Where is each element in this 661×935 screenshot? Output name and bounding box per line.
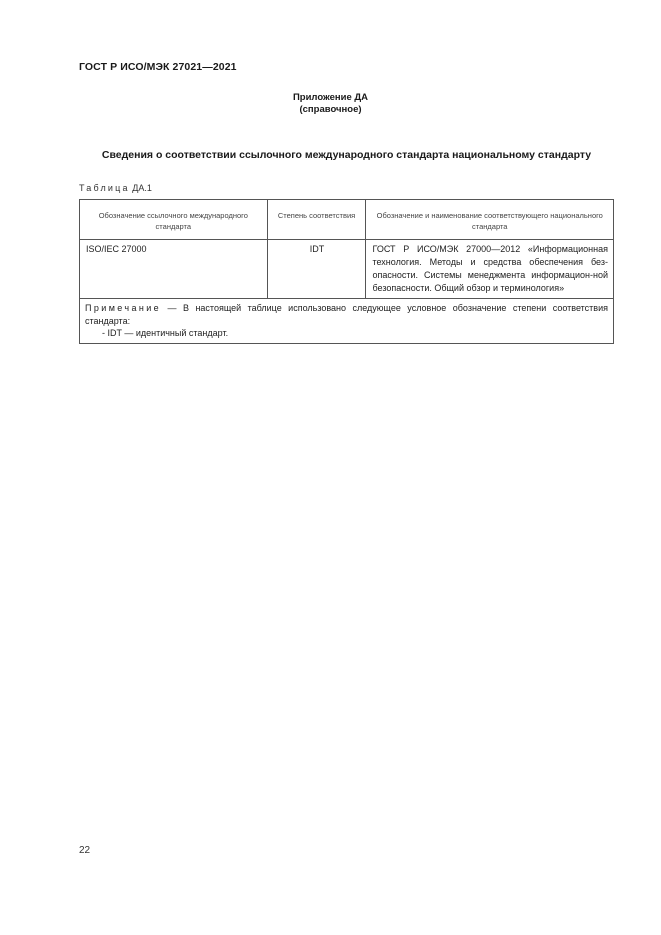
header-national-standard: Обозначение и наименование соответствующего национального стандарта xyxy=(366,200,614,240)
header-reference-standard: Обозначение ссылочного международного стандарта xyxy=(80,200,268,240)
table-caption-label: Таблица xyxy=(79,183,130,193)
table-caption xyxy=(79,183,152,193)
note-text: — В настоящей таблице использовано следующее условное обозначение степени соответствия стандарта: xyxy=(85,303,608,326)
table-note xyxy=(80,299,614,344)
table-note-row xyxy=(80,299,614,344)
section-title: Сведения о соответствии ссылочного международного стандарта национальному стандарту xyxy=(101,149,592,161)
page-number: 22 xyxy=(79,845,91,856)
cell-reference: ISO/IEC 27000 xyxy=(80,240,268,299)
table-caption-number: ДА.1 xyxy=(132,183,152,193)
appendix-heading xyxy=(0,92,661,116)
header-degree: Степень соответствия xyxy=(267,200,366,240)
document-code: ГОСТ Р ИСО/МЭК 27021—2021 xyxy=(79,61,237,73)
appendix-subtitle: (справочное) xyxy=(299,104,362,115)
correspondence-table xyxy=(79,199,614,344)
note-label: Примечание xyxy=(85,303,162,313)
cell-national: ГОСТ Р ИСО/МЭК 27000—2012 «Информационная технология. Методы и средства обеспечения без-опасности. Системы менеджмента информацион-ной безопасности. Общий обзор и терминология» xyxy=(366,240,614,299)
cell-degree: IDT xyxy=(267,240,366,299)
appendix-title: Приложение ДА xyxy=(292,92,369,103)
note-item: - IDT — идентичный стандарт. xyxy=(102,328,229,338)
table-header-row xyxy=(80,200,614,240)
table-row xyxy=(80,240,614,299)
note-text-line xyxy=(85,302,608,327)
